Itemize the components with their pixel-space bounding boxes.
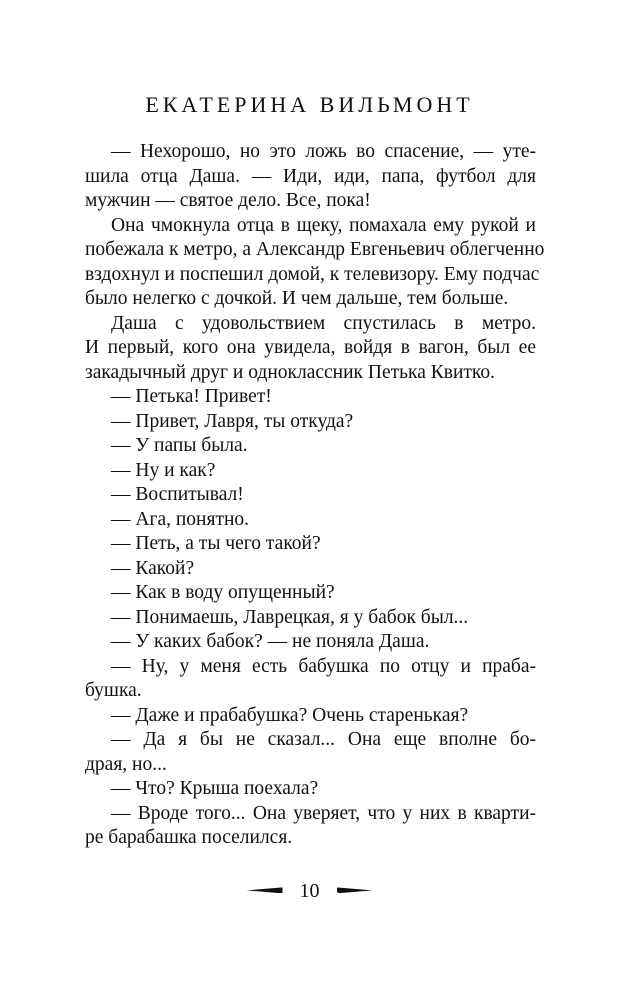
- running-head: ЕКАТЕРИНА ВИЛЬМОНТ: [145, 92, 474, 117]
- ornament-left: [247, 887, 283, 893]
- text-line: драя, но...: [85, 753, 167, 775]
- text-line: — Понимаешь, Лаврецкая, я у бабок был...: [111, 606, 469, 628]
- text-line: закадычный друг и одноклассник Петька Квитко.: [85, 361, 496, 383]
- text-line: Она чмокнула отца в щеку, помахала ему рукой и: [111, 214, 536, 236]
- text-line: — Петька! Привет!: [111, 386, 272, 407]
- body-text: [85, 140, 545, 851]
- text-line: — Привет, Лавря, ты откуда?: [111, 410, 354, 432]
- text-line: шила отца Даша. — Иди, иди, папа, футбол для: [85, 165, 536, 187]
- text-line: — Ну, у меня есть бабушка по отцу и праба-: [111, 655, 536, 677]
- text-line: мужчин — святое дело. Все, пока!: [85, 190, 371, 211]
- text-line: — Нехорошо, но это ложь во спасение, — уте-: [111, 141, 536, 162]
- text-line: — Ага, понятно.: [111, 508, 250, 530]
- text-line: — Да я бы не сказал... Она еще вполне бо-: [111, 729, 536, 750]
- text-line: вздохнул и поспешил домой, к телевизору. Ему подчас: [85, 263, 540, 285]
- text-line: побежала к метро, а Александр Евгеньевич облегченно: [85, 239, 545, 260]
- text-line: ре барабашка поселился.: [85, 827, 293, 848]
- text-line: И первый, кого она увидела, войдя в вагон, был ее: [85, 337, 536, 358]
- text-line: — Что? Крыша поехала?: [111, 778, 319, 799]
- text-line: — Вроде того... Она уверяет, что у них в кварти-: [111, 802, 536, 824]
- text-line: было нелегко с дочкой. И чем дальше, тем больше.: [85, 288, 509, 309]
- text-line: Даша с удовольствием спустилась в метро.: [111, 312, 536, 334]
- text-line: — У каких бабок? — не поняла Даша.: [111, 631, 430, 652]
- page-number-value: 10: [299, 880, 320, 902]
- text-line: бушка.: [85, 680, 142, 701]
- text-line: — Даже и прабабушка? Очень старенькая?: [111, 704, 469, 726]
- text-line: — Петь, а ты чего такой?: [111, 533, 321, 554]
- text-line: — У папы была.: [111, 435, 248, 456]
- text-line: — Ну и как?: [111, 459, 216, 481]
- text-line: — Воспитывал!: [111, 484, 244, 505]
- text-line: — Как в воду опущенный?: [111, 582, 335, 603]
- text-line: — Какой?: [111, 557, 195, 579]
- ornament-right: [337, 887, 373, 893]
- page-number: [0, 877, 619, 905]
